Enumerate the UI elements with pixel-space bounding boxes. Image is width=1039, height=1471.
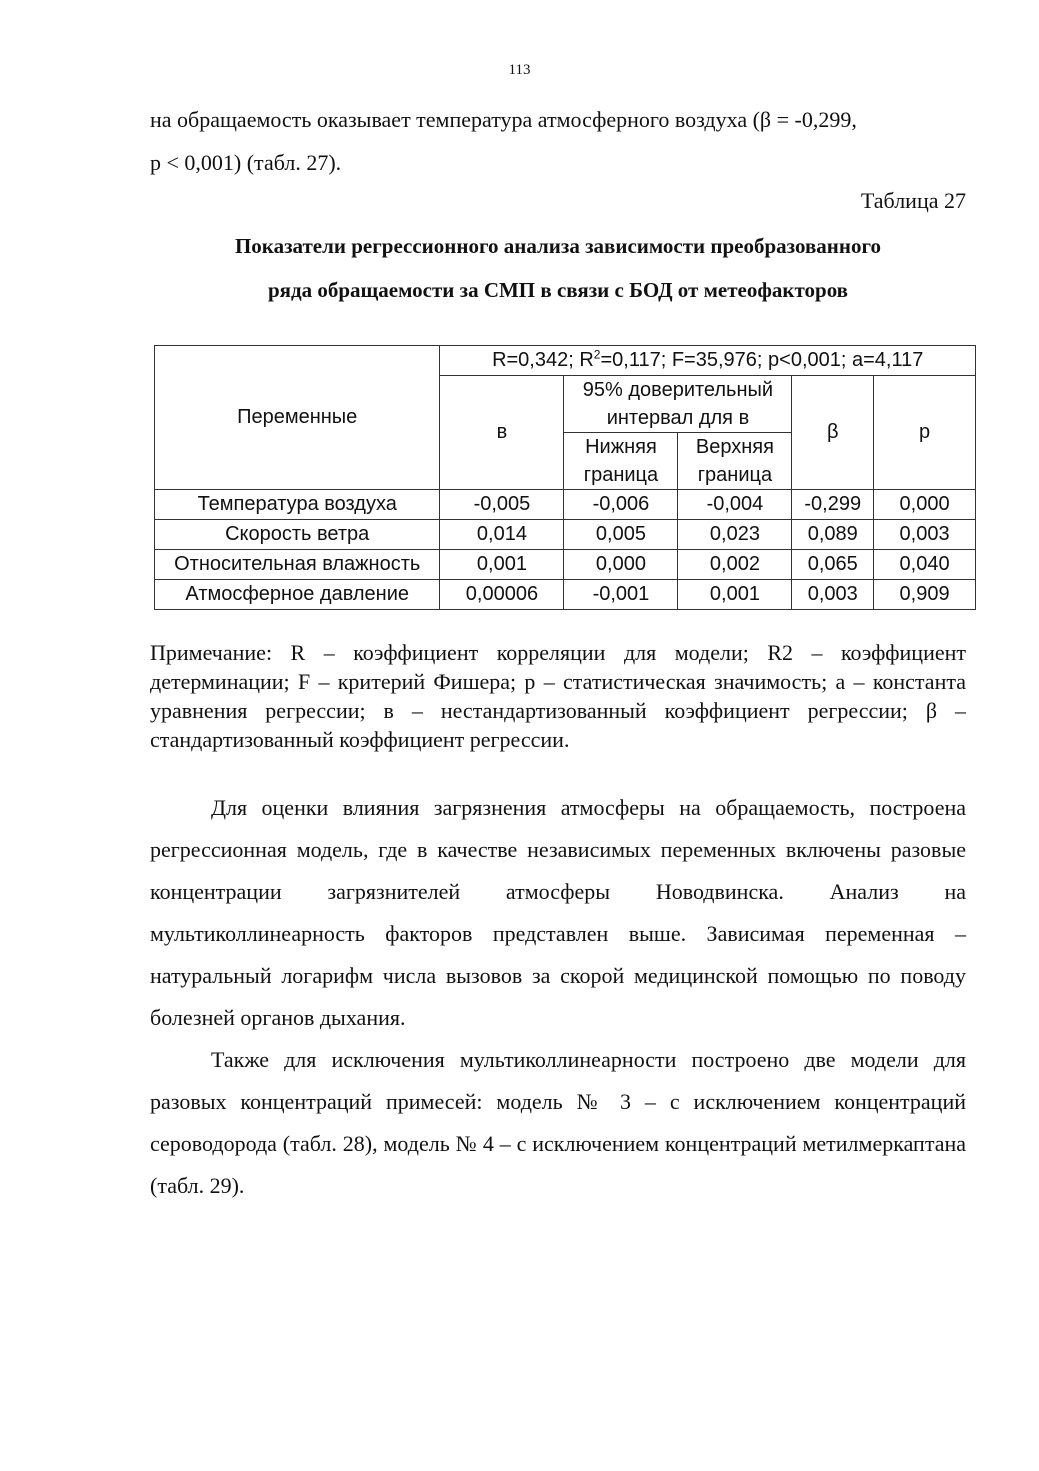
row-variable: Скорость ветра bbox=[155, 520, 440, 550]
model-stats-after: =0,117; F=35,976; p<0,001; a=4,117 bbox=[600, 349, 924, 371]
row-beta: -0,299 bbox=[792, 490, 874, 520]
row-b: 0,014 bbox=[440, 520, 564, 550]
row-upper: -0,004 bbox=[678, 490, 792, 520]
row-p: 0,909 bbox=[874, 580, 976, 610]
header-lower-line-1: Нижняя bbox=[585, 436, 657, 458]
regression-table bbox=[154, 345, 976, 610]
intro-line-2: р < 0,001) (табл. 27). bbox=[150, 150, 342, 175]
header-lower bbox=[564, 433, 678, 490]
row-beta: 0,089 bbox=[792, 520, 874, 550]
intro-paragraph bbox=[150, 98, 966, 184]
header-variables: Переменные bbox=[155, 346, 440, 490]
header-beta: β bbox=[792, 376, 874, 490]
header-upper-line-1: Верхняя bbox=[695, 436, 774, 458]
header-p: p bbox=[874, 376, 976, 490]
body-text bbox=[150, 787, 966, 1207]
table-row bbox=[155, 550, 976, 580]
model-stats-sup: 2 bbox=[593, 347, 601, 362]
paragraph-2: Также для исключения мультиколлинеарности построено две модели для разовых концентраций примесей: модель № 3 – с исключением концентраций сероводорода (табл. 28), модель № 4 – с исключением концентраций метилмеркаптана (табл. 29). bbox=[150, 1047, 966, 1198]
model-stats bbox=[440, 346, 976, 376]
table-row bbox=[155, 580, 976, 610]
row-upper: 0,023 bbox=[678, 520, 792, 550]
row-beta: 0,003 bbox=[792, 580, 874, 610]
row-beta: 0,065 bbox=[792, 550, 874, 580]
row-p: 0,040 bbox=[874, 550, 976, 580]
row-upper: 0,002 bbox=[678, 550, 792, 580]
row-lower: -0,001 bbox=[564, 580, 678, 610]
table-title bbox=[150, 224, 966, 312]
header-upper-line-2: граница bbox=[697, 464, 773, 486]
note-text: Примечание: R – коэффициент корреляции для модели; R2 – коэффициент детерминации; F – критерий Фишера; р – статистическая значимость; а – константа уравнения регрессии; в – нестандартизованный коэффициент регрессии; β – стандартизованный коэффициент регрессии. bbox=[150, 640, 966, 752]
row-upper: 0,001 bbox=[678, 580, 792, 610]
header-ci-line-2: интервал для в bbox=[606, 407, 750, 429]
intro-line-1: на обращаемость оказывает температура атмосферного воздуха (β = -0,299, bbox=[150, 107, 857, 132]
table-label: Таблица 27 bbox=[860, 188, 966, 213]
table-row bbox=[155, 490, 976, 520]
table-row bbox=[155, 520, 976, 550]
table-title-line-2: ряда обращаемости за СМП в связи с БОД от метеофакторов bbox=[267, 278, 849, 302]
page-number: 113 bbox=[508, 62, 531, 78]
row-b: 0,00006 bbox=[440, 580, 564, 610]
model-stats-before: R=0,342; R bbox=[492, 349, 594, 371]
row-lower: 0,000 bbox=[564, 550, 678, 580]
header-lower-line-2: граница bbox=[583, 464, 659, 486]
row-variable: Относительная влажность bbox=[155, 550, 440, 580]
paragraph-1: Для оценки влияния загрязнения атмосферы на обращаемость, построена регрессионная модель, где в качестве независимых переменных включены разовые концентрации загрязнителей атмосферы Новодвинска. Анализ на мультиколлинеарность факторов представлен выше. Зависимая переменная – натуральный логарифм числа вызовов за скорой медицинской помощью по поводу болезней органов дыхания. bbox=[150, 795, 966, 1030]
table-title-line-1: Показатели регрессионного анализа зависимости преобразованного bbox=[234, 234, 882, 258]
row-b: -0,005 bbox=[440, 490, 564, 520]
header-upper bbox=[678, 433, 792, 490]
row-variable: Атмосферное давление bbox=[155, 580, 440, 610]
header-b: в bbox=[440, 376, 564, 490]
table-header-row-1 bbox=[155, 346, 976, 376]
row-p: 0,003 bbox=[874, 520, 976, 550]
row-lower: 0,005 bbox=[564, 520, 678, 550]
table-note bbox=[150, 638, 966, 754]
header-ci-line-1: 95% доверительный bbox=[582, 379, 774, 401]
row-b: 0,001 bbox=[440, 550, 564, 580]
row-lower: -0,006 bbox=[564, 490, 678, 520]
row-variable: Температура воздуха bbox=[155, 490, 440, 520]
row-p: 0,000 bbox=[874, 490, 976, 520]
header-ci bbox=[564, 376, 792, 433]
